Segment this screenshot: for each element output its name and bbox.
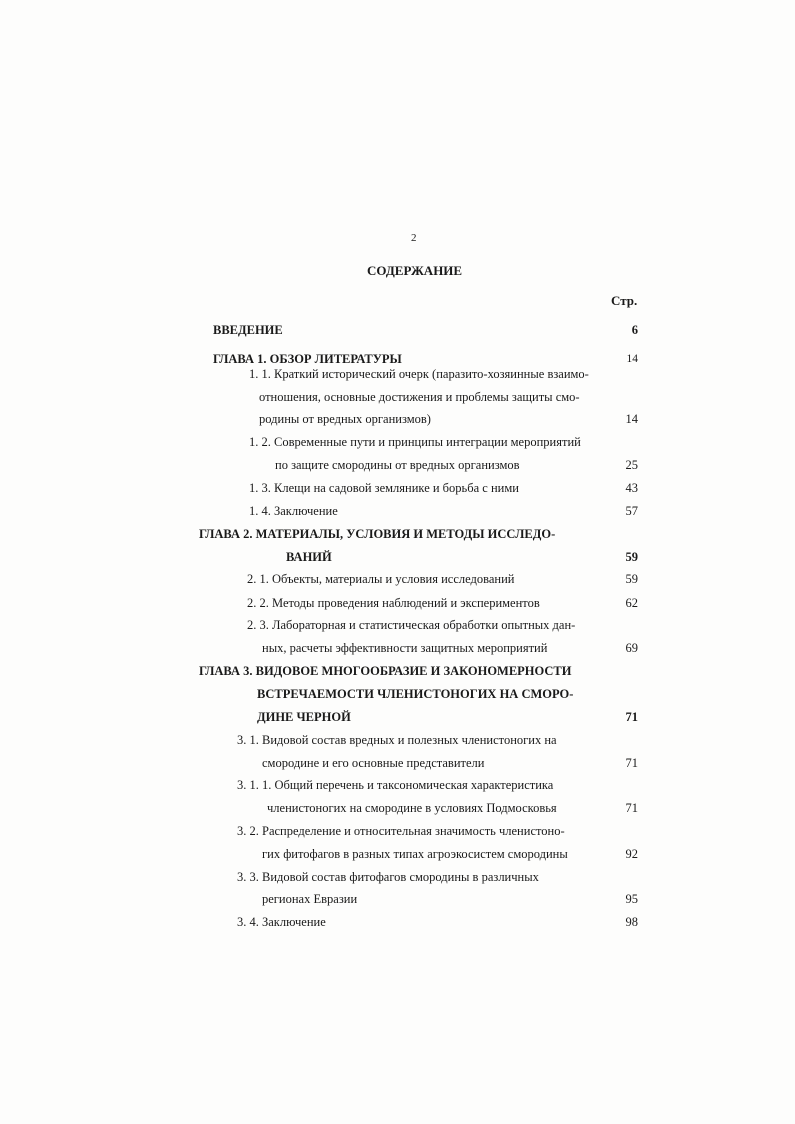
- toc-page-1-1: 14: [625, 412, 638, 426]
- toc-entry-3-3-line-1: 3. 3. Видовой состав фитофагов смородины в различных: [237, 870, 539, 884]
- toc-page-1-2: 25: [625, 458, 638, 472]
- toc-page-3-2: 92: [625, 847, 638, 861]
- toc-entry-1-2-line-1: 1. 2. Современные пути и принципы интеграции мероприятий: [249, 435, 581, 449]
- toc-page-chapter-1: 14: [626, 353, 638, 365]
- toc-entry-3-1-1-line-1: 3. 1. 1. Общий перечень и таксономическая характеристика: [237, 778, 554, 792]
- toc-entry-3-3-line-2: регионах Евразии: [262, 892, 358, 906]
- toc-entry-1-4: 1. 4. Заключение: [249, 504, 338, 518]
- toc-entry-1-1-line-1: 1. 1. Краткий исторический очерк (паразито-хозяинные взаимо-: [249, 367, 589, 381]
- toc-entry-chapter-3-line-3: ДИНЕ ЧЕРНОЙ: [257, 710, 351, 724]
- toc-entry-3-1-line-2: смородине и его основные представители: [262, 756, 485, 770]
- toc-entry-1-2-line-2: по защите смородины от вредных организмов: [275, 458, 520, 472]
- toc-entry-3-2-line-2: гих фитофагов в разных типах агроэкосистем смородины: [262, 847, 568, 861]
- toc-entry-chapter-3-line-1: ГЛАВА 3. ВИДОВОЕ МНОГООБРАЗИЕ И ЗАКОНОМЕРНОСТИ: [199, 664, 572, 678]
- toc-entry-introduction: ВВЕДЕНИЕ: [213, 323, 283, 337]
- page-title: СОДЕРЖАНИЕ: [367, 263, 463, 278]
- toc-entry-1-1-line-3: родины от вредных организмов): [259, 412, 431, 426]
- toc-entry-2-1: 2. 1. Объекты, материалы и условия исследований: [247, 572, 515, 586]
- toc-page-2-1: 59: [625, 572, 638, 586]
- toc-page-chapter-3: 71: [625, 710, 638, 724]
- toc-entry-3-1-1-line-2: членистоногих на смородине в условиях Подмосковья: [267, 801, 557, 815]
- toc-page-1-3: 43: [625, 481, 638, 495]
- toc-entry-chapter-1: ГЛАВА 1. ОБЗОР ЛИТЕРАТУРЫ: [213, 352, 402, 366]
- toc-entry-3-4: 3. 4. Заключение: [237, 915, 326, 929]
- toc-page-introduction: 6: [631, 323, 638, 337]
- toc-entry-3-2-line-1: 3. 2. Распределение и относительная значимость членистоно-: [237, 824, 565, 838]
- toc-page-2-3: 69: [625, 641, 638, 655]
- toc-page-2-2: 62: [625, 596, 638, 610]
- page-number: 2: [411, 232, 417, 244]
- toc-entry-2-2: 2. 2. Методы проведения наблюдений и экспериментов: [247, 596, 540, 610]
- toc-page-3-3: 95: [625, 892, 638, 906]
- toc-entry-1-1-line-2: отношения, основные достижения и проблемы защиты смо-: [259, 390, 580, 404]
- toc-entry-2-3-line-2: ных, расчеты эффективности защитных мероприятий: [262, 641, 548, 655]
- toc-entry-3-1-line-1: 3. 1. Видовой состав вредных и полезных членистоногих на: [237, 733, 557, 747]
- toc-entry-chapter-2-line-2: ВАНИЙ: [286, 550, 332, 564]
- toc-page-3-1-1: 71: [625, 801, 638, 815]
- toc-page-chapter-2: 59: [625, 550, 638, 564]
- toc-page-1-4: 57: [625, 504, 638, 518]
- toc-page-3-4: 98: [625, 915, 638, 929]
- toc-entry-1-3: 1. 3. Клещи на садовой землянике и борьба с ними: [249, 481, 519, 495]
- toc-entry-chapter-3-line-2: ВСТРЕЧАЕМОСТИ ЧЛЕНИСТОНОГИХ НА СМОРО-: [257, 687, 574, 701]
- page-column-header: Стр.: [611, 293, 638, 308]
- toc-entry-2-3-line-1: 2. 3. Лабораторная и статистическая обработки опытных дан-: [247, 618, 576, 632]
- toc-entry-chapter-2-line-1: ГЛАВА 2. МАТЕРИАЛЫ, УСЛОВИЯ И МЕТОДЫ ИССЛЕДО-: [199, 527, 556, 541]
- toc-page-3-1: 71: [625, 756, 638, 770]
